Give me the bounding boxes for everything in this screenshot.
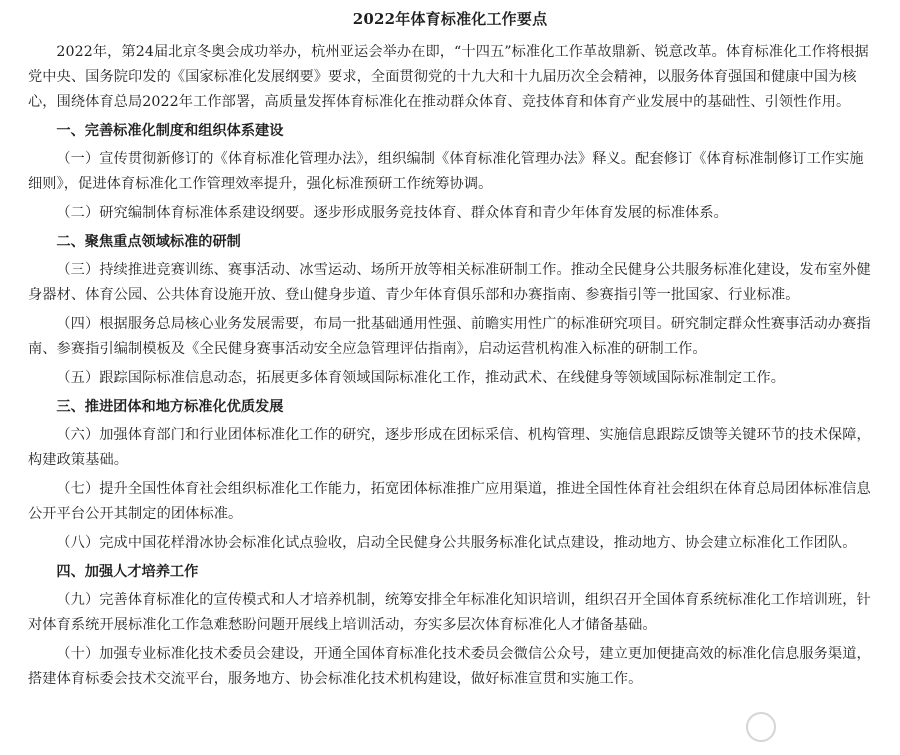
intro-paragraph: 2022年，第24届北京冬奥会成功举办，杭州亚运会举办在即，“十四五”标准化工作革故鼎新、锐意改革。体育标准化工作将根据党中央、国务院印发的《国家标准化发展纲要》要求，全面贯彻党的十九大和十九届历次全会精神，以服务体育强国和健康中国为核心，围绕体育总局2022年工作部署，高质量发挥体育标准化在推动群众体育、竞技体育和体育产业发展中的基础性、引领性作用。 xyxy=(28,44,869,110)
section-heading: 四、加强人才培养工作 xyxy=(56,564,199,580)
list-item: （四）根据服务总局核心业务发展需要，布局一批基础通用性强、前瞻实用性广的标准研究项目。研究制定群众性赛事活动办赛指南、参赛指引编制模板及《全民健身赛事活动安全应急管理评估指南》，启动运营机构准入标准的研制工作。 xyxy=(28,316,871,357)
section-heading: 二、聚焦重点领域标准的研制 xyxy=(56,234,241,250)
section-3 xyxy=(28,395,872,556)
section-2 xyxy=(28,230,872,391)
section-4 xyxy=(28,560,872,692)
list-item: （六）加强体育部门和行业团体标准化工作的研究，逐步形成在团标采信、机构管理、实施信息跟踪反馈等关键环节的技术保障，构建政策基础。 xyxy=(28,427,871,468)
watermark-logo-icon xyxy=(746,712,776,742)
watermark xyxy=(746,703,896,751)
list-item: （八）完成中国花样滑冰协会标准化试点验收，启动全民健身公共服务标准化试点建设，推动地方、协会建立标准化工作团队。 xyxy=(56,535,857,551)
list-item: （九）完善体育标准化的宣传模式和人才培养机制，统筹安排全年标准化知识培训，组织召开全国体育系统标准化工作培训班，针对体育系统开展标准化工作急难愁盼问题开展线上培训活动，夯实多层次体育标准化人才储备基础。 xyxy=(28,592,871,633)
list-item: （十）加强专业标准化技术委员会建设，开通全国体育标准化技术委员会微信公众号，建立更加便捷高效的标准化信息服务渠道，搭建体育标委会技术交流平台，服务地方、协会标准化技术机构建设，做好标准宣贯和实施工作。 xyxy=(28,646,871,687)
document-title: 2022年体育标准化工作要点 xyxy=(352,10,548,28)
list-item: （七）提升全国性体育社会组织标准化工作能力，拓宽团体标准推广应用渠道，推进全国性体育社会组织在体育总局团体标准信息公开平台公开其制定的团体标准。 xyxy=(28,481,871,522)
section-1 xyxy=(28,119,872,226)
list-item: （二）研究编制体育标准体系建设纲要。逐步形成服务竞技体育、群众体育和青少年体育发展的标准体系。 xyxy=(56,205,728,221)
section-heading: 三、推进团体和地方标准化优质发展 xyxy=(56,399,284,415)
section-heading: 一、完善标准化制度和组织体系建设 xyxy=(56,123,284,139)
list-item: （三）持续推进竞赛训练、赛事活动、冰雪运动、场所开放等相关标准研制工作。推动全民健身公共服务标准化建设，发布室外健身器材、体育公园、公共体育设施开放、登山健身步道、青少年体育俱乐部和办赛指南、参赛指引等一批国家、行业标准。 xyxy=(28,262,871,303)
list-item: （五）跟踪国际标准信息动态，拓展更多体育领域国际标准化工作，推动武术、在线健身等领域国际标准制定工作。 xyxy=(56,370,786,386)
list-item: （一）宣传贯彻新修订的《体育标准化管理办法》，组织编制《体育标准化管理办法》释义。配套修订《体育标准制修订工作实施细则》，促进体育标准化工作管理效率提升，强化标准预研工作统筹协调。 xyxy=(28,151,864,192)
